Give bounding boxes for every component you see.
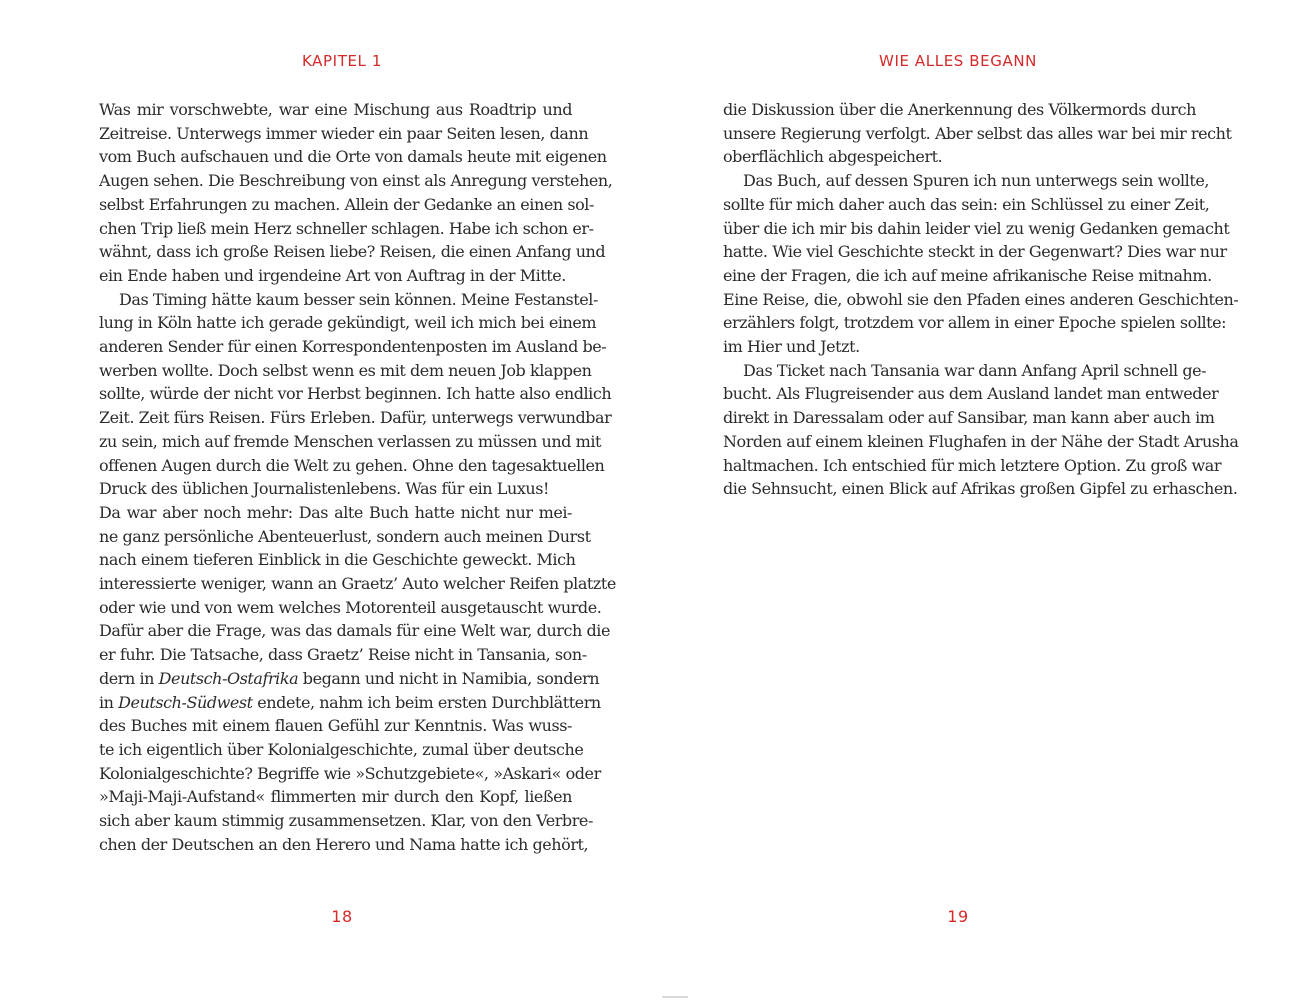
text-line: die Diskussion über die Anerkennung des Völkermords durch: [723, 100, 1196, 119]
right-page: [648, 0, 1295, 1000]
text-line: Dafür aber die Frage, was das damals für eine Welt war, durch die: [99, 621, 610, 641]
text-line: sich aber kaum stimmig zusammensetzen. Klar, von den Verbre-: [99, 811, 593, 831]
running-head-chapter: KAPITEL 1: [301, 52, 382, 70]
text-line: te ich eigentlich über Kolonialgeschichte, zumal über deutsche: [99, 739, 584, 759]
text-line: Was mir vorschwebte, war eine Mischung aus Roadtrip und: [99, 100, 572, 119]
text-line-italic: [99, 667, 600, 691]
text-line-italic: [99, 691, 601, 715]
line-segment: endete, nahm ich beim ersten Durchblättern: [252, 692, 601, 712]
text-line: hatte. Wie viel Geschichte steckt in der Gegenwart? Dies war nur: [723, 242, 1227, 262]
text-line: Das Timing hätte kaum besser sein können. Meine Festanstel-: [119, 289, 598, 309]
text-line: über die ich mir bis dahin leider viel zu wenig Gedanken gemacht: [723, 218, 1230, 238]
text-line: Norden auf einem kleinen Flughafen in der Nähe der Stadt Arusha: [723, 431, 1239, 451]
text-line: des Buches mit einem flauen Gefühl zur Kenntnis. Was wuss-: [99, 716, 572, 736]
text-line: direkt in Daressalam oder auf Sansibar, man kann aber auch im: [723, 408, 1215, 428]
text-line: interessierte weniger, wann an Graetz’ Auto welcher Reifen platzte: [99, 574, 616, 594]
text-line: chen Trip ließ mein Herz schneller schlagen. Habe ich schon er-: [99, 218, 594, 238]
left-page-body: [99, 98, 616, 857]
text-line: er fuhr. Die Tatsache, dass Graetz’ Reise nicht in Tansania, son-: [99, 645, 587, 665]
text-line: vom Buch aufschauen und die Orte von damals heute mit eigenen: [99, 147, 607, 167]
text-line: ne ganz persönliche Abenteuerlust, sondern auch meinen Durst: [99, 526, 591, 546]
gutter-divider: [662, 996, 688, 998]
text-line: bucht. Als Flugreisender aus dem Ausland landet man entweder: [723, 384, 1219, 404]
text-line: chen der Deutschen an den Herero und Nama hatte ich gehört,: [99, 834, 589, 854]
italic-term: Deutsch-Südwest: [118, 692, 253, 712]
page-number: 18: [331, 907, 353, 926]
text-line: Eine Reise, die, obwohl sie den Pfaden eines anderen Geschichten-: [723, 289, 1239, 309]
text-line: zu sein, mich auf fremde Menschen verlassen zu müssen und mit: [99, 431, 601, 451]
text-line: »Maji-Maji-Aufstand« flimmerten mir durch den Kopf, ließen: [99, 787, 572, 807]
text-line: Da war aber noch mehr: Das alte Buch hatte nicht nur mei-: [99, 502, 572, 522]
text-line: offenen Augen durch die Welt zu gehen. Ohne den tagesaktuellen: [99, 455, 605, 475]
text-line: Augen sehen. Die Beschreibung von einst als Anregung verstehen,: [99, 171, 613, 191]
text-line: oder wie und von wem welches Motorenteil ausgetauscht wurde.: [99, 597, 602, 617]
text-line: Druck des üblichen Journalistenlebens. Was für ein Luxus!: [99, 479, 549, 499]
text-line: Das Ticket nach Tansania war dann Anfang April schnell ge-: [743, 360, 1207, 380]
text-line: nach einem tieferen Einblick in die Geschichte geweckt. Mich: [99, 550, 576, 570]
text-line: Kolonialgeschichte? Begriffe wie »Schutzgebiete«, »Askari« oder: [99, 763, 601, 783]
text-line: Das Buch, auf dessen Spuren ich nun unterwegs sein wollte,: [743, 171, 1209, 191]
text-line: lung in Köln hatte ich gerade gekündigt, weil ich mich bei einem: [99, 313, 597, 333]
text-line: Zeit. Zeit fürs Reisen. Fürs Erleben. Dafür, unterwegs verwundbar: [99, 408, 612, 428]
text-line: ein Ende haben und irgendeine Art von Auftrag in der Mitte.: [99, 265, 566, 285]
running-head-title: WIE ALLES BEGANN: [879, 52, 1037, 70]
line-segment: dern in: [99, 668, 159, 688]
page-number: 19: [947, 907, 969, 926]
text-line: die Sehnsucht, einen Blick auf Afrikas großen Gipfel zu erhaschen.: [723, 479, 1238, 499]
italic-term: Deutsch-Ostafrika: [158, 668, 299, 688]
text-line: selbst Erfahrungen zu machen. Allein der Gedanke an einen sol-: [99, 194, 594, 214]
text-line: sollte für mich daher auch das sein: ein Schlüssel zu einer Zeit,: [723, 194, 1210, 214]
right-page-body: [723, 98, 1239, 501]
text-line: im Hier und Jetzt.: [723, 337, 860, 357]
line-segment: in: [99, 692, 119, 712]
text-line: eine der Fragen, die ich auf meine afrikanische Reise mitnahm.: [723, 265, 1212, 285]
text-line: unsere Regierung verfolgt. Aber selbst das alles war bei mir recht: [723, 123, 1232, 143]
text-line: wähnt, dass ich große Reisen liebe? Reisen, die einen Anfang und: [99, 242, 606, 262]
text-line: sollte, würde der nicht vor Herbst beginnen. Ich hatte also endlich: [99, 384, 612, 404]
text-line: erzählers folgt, trotzdem vor allem in einer Epoche spielen sollte:: [723, 313, 1227, 333]
text-line: Zeitreise. Unterwegs immer wieder ein paar Seiten lesen, dann: [99, 123, 589, 143]
text-line: haltmachen. Ich entschied für mich letztere Option. Zu groß war: [723, 455, 1222, 475]
line-segment: begann und nicht in Namibia, sondern: [298, 668, 600, 688]
text-line: werben wollte. Doch selbst wenn es mit dem neuen Job klappen: [99, 360, 592, 380]
text-line: anderen Sender für einen Korrespondentenposten im Ausland be-: [99, 337, 607, 357]
text-line: oberflächlich abgespeichert.: [723, 147, 943, 167]
